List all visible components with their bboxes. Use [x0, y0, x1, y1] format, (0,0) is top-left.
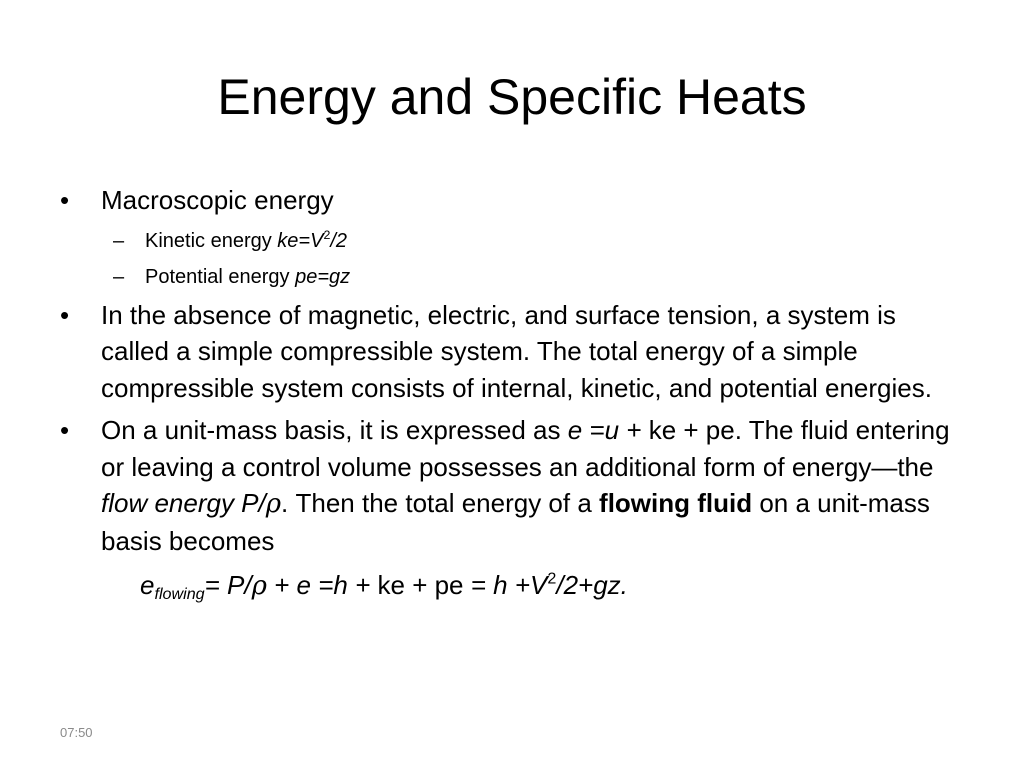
equation-part: + e =h + [266, 570, 371, 600]
text-run: . Then the total energy of a [281, 488, 600, 518]
bullet-text: Macroscopic energy [101, 185, 334, 215]
bullet-simple-compressible-system [60, 297, 960, 407]
bullet-text: In the absence of magnetic, electric, and surface tension, a system is called a simple compressible system. The total energy of a simple compressible system consists of internal, kinetic, and potential energies. [101, 299, 932, 403]
bullet-dot: • [60, 185, 70, 215]
sub-bullet-label: Kinetic energy [145, 229, 278, 252]
slide-timestamp: 07:50 [60, 725, 93, 740]
formula-part: e =u + [567, 415, 642, 445]
slide-content [60, 182, 960, 606]
formula: pe=gz [295, 265, 351, 288]
formula-part: ke=V [277, 229, 324, 252]
sub-bullet-kinetic-energy [113, 223, 960, 259]
bullet-macroscopic-energy [60, 182, 960, 219]
bullet-dot: • [60, 415, 70, 445]
sub-bullet-list [60, 223, 960, 295]
dash: – [113, 265, 125, 288]
sub-bullet-potential-energy [113, 259, 960, 295]
equation-part: e [140, 570, 155, 600]
text-run: on a unit-mass basis becomes [101, 488, 930, 556]
bullet-unit-mass-basis [60, 412, 960, 559]
formula-part: /2 [330, 229, 348, 252]
equation-part: /2+gz. [556, 570, 628, 600]
formula-part: flow energy P/ [101, 488, 266, 518]
equation-part: = P/ [204, 570, 252, 600]
text-run: ke + pe. The fluid entering or leaving a control volume possesses an additional form of energy—the [101, 415, 950, 482]
rho-symbol: ρ [265, 489, 282, 519]
exponent: 2 [547, 569, 557, 588]
text-run: On a unit-mass basis, it is expressed as [101, 415, 568, 445]
bullet-dot: • [60, 299, 70, 330]
equation-part: = h +V [470, 570, 548, 600]
exponent: 2 [323, 227, 331, 242]
bold-term: flowing fluid [599, 488, 753, 518]
dash: – [113, 229, 125, 252]
slide-title: Energy and Specific Heats [217, 69, 807, 125]
equation-part: ke + pe [370, 570, 471, 600]
equation-subscript: flowing [154, 584, 205, 603]
rho-symbol: ρ [251, 571, 267, 601]
flowing-energy-equation [140, 565, 960, 606]
sub-bullet-label: Potential energy [145, 265, 296, 288]
